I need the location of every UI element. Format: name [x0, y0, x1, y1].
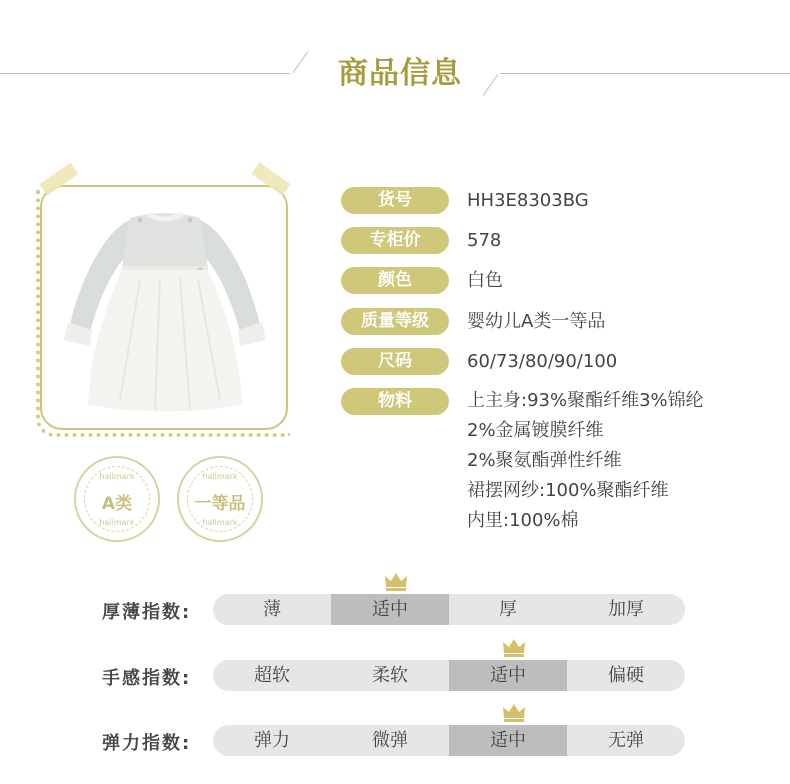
product-dress-image	[60, 200, 270, 420]
label-material: 物料	[341, 388, 449, 415]
index-option: 超软	[254, 665, 290, 686]
value-price: 578	[467, 230, 502, 251]
thickness-index-bar	[213, 594, 685, 625]
material-line: 2%聚氨酯弹性纤维	[467, 450, 622, 471]
material-line: 裙摆网纱:100%聚酯纤维	[467, 480, 669, 501]
index-option: 加厚	[608, 599, 644, 620]
page-title: 商品信息	[338, 56, 462, 91]
label-item-no: 货号	[341, 187, 449, 214]
badge-text: A类	[101, 494, 133, 514]
index-option: 厚	[499, 599, 517, 620]
index-option-selected: 适中	[449, 660, 567, 691]
label-quality: 质量等级	[341, 308, 449, 335]
handfeel-index-label: 手感指数:	[102, 668, 192, 689]
badge-text: 一等品	[194, 494, 246, 514]
handfeel-index-bar	[213, 660, 685, 691]
badge-arc-text: hallmark	[99, 472, 135, 481]
index-option: 偏硬	[608, 665, 644, 686]
index-option: 无弹	[608, 730, 644, 751]
value-color: 白色	[467, 270, 503, 291]
value-item-no: HH3E8303BG	[467, 190, 589, 211]
label-color: 颜色	[341, 267, 449, 294]
material-line: 上主身:93%聚酯纤维3%锦纶	[467, 390, 704, 411]
index-option: 微弹	[372, 730, 408, 751]
badge-arc-text: hallmark	[202, 518, 238, 527]
header-rule-right	[500, 73, 790, 74]
value-quality: 婴幼儿A类一等品	[467, 311, 606, 332]
index-option-selected: 适中	[331, 594, 449, 625]
crown-icon	[501, 701, 527, 723]
header-slash-left	[293, 51, 309, 73]
value-size: 60/73/80/90/100	[467, 351, 618, 372]
header-rule-left	[0, 73, 290, 74]
thickness-index-label: 厚薄指数:	[102, 602, 192, 623]
crown-icon	[501, 636, 527, 658]
elasticity-index-label: 弹力指数:	[102, 733, 192, 754]
index-option-selected: 适中	[449, 725, 567, 756]
index-option: 薄	[263, 599, 281, 620]
index-option: 弹力	[254, 730, 290, 751]
grade-a-badge	[74, 456, 160, 542]
header-slash-right	[483, 74, 499, 96]
material-line: 2%金属镀膜纤维	[467, 420, 604, 441]
index-option: 柔软	[372, 665, 408, 686]
first-class-badge	[177, 456, 263, 542]
label-price: 专柜价	[341, 227, 449, 254]
crown-icon	[383, 570, 409, 592]
elasticity-index-bar	[213, 725, 685, 756]
badge-arc-text: hallmark	[99, 518, 135, 527]
material-line: 内里:100%棉	[467, 510, 579, 531]
badge-arc-text: hallmark	[202, 472, 238, 481]
label-size: 尺码	[341, 348, 449, 375]
